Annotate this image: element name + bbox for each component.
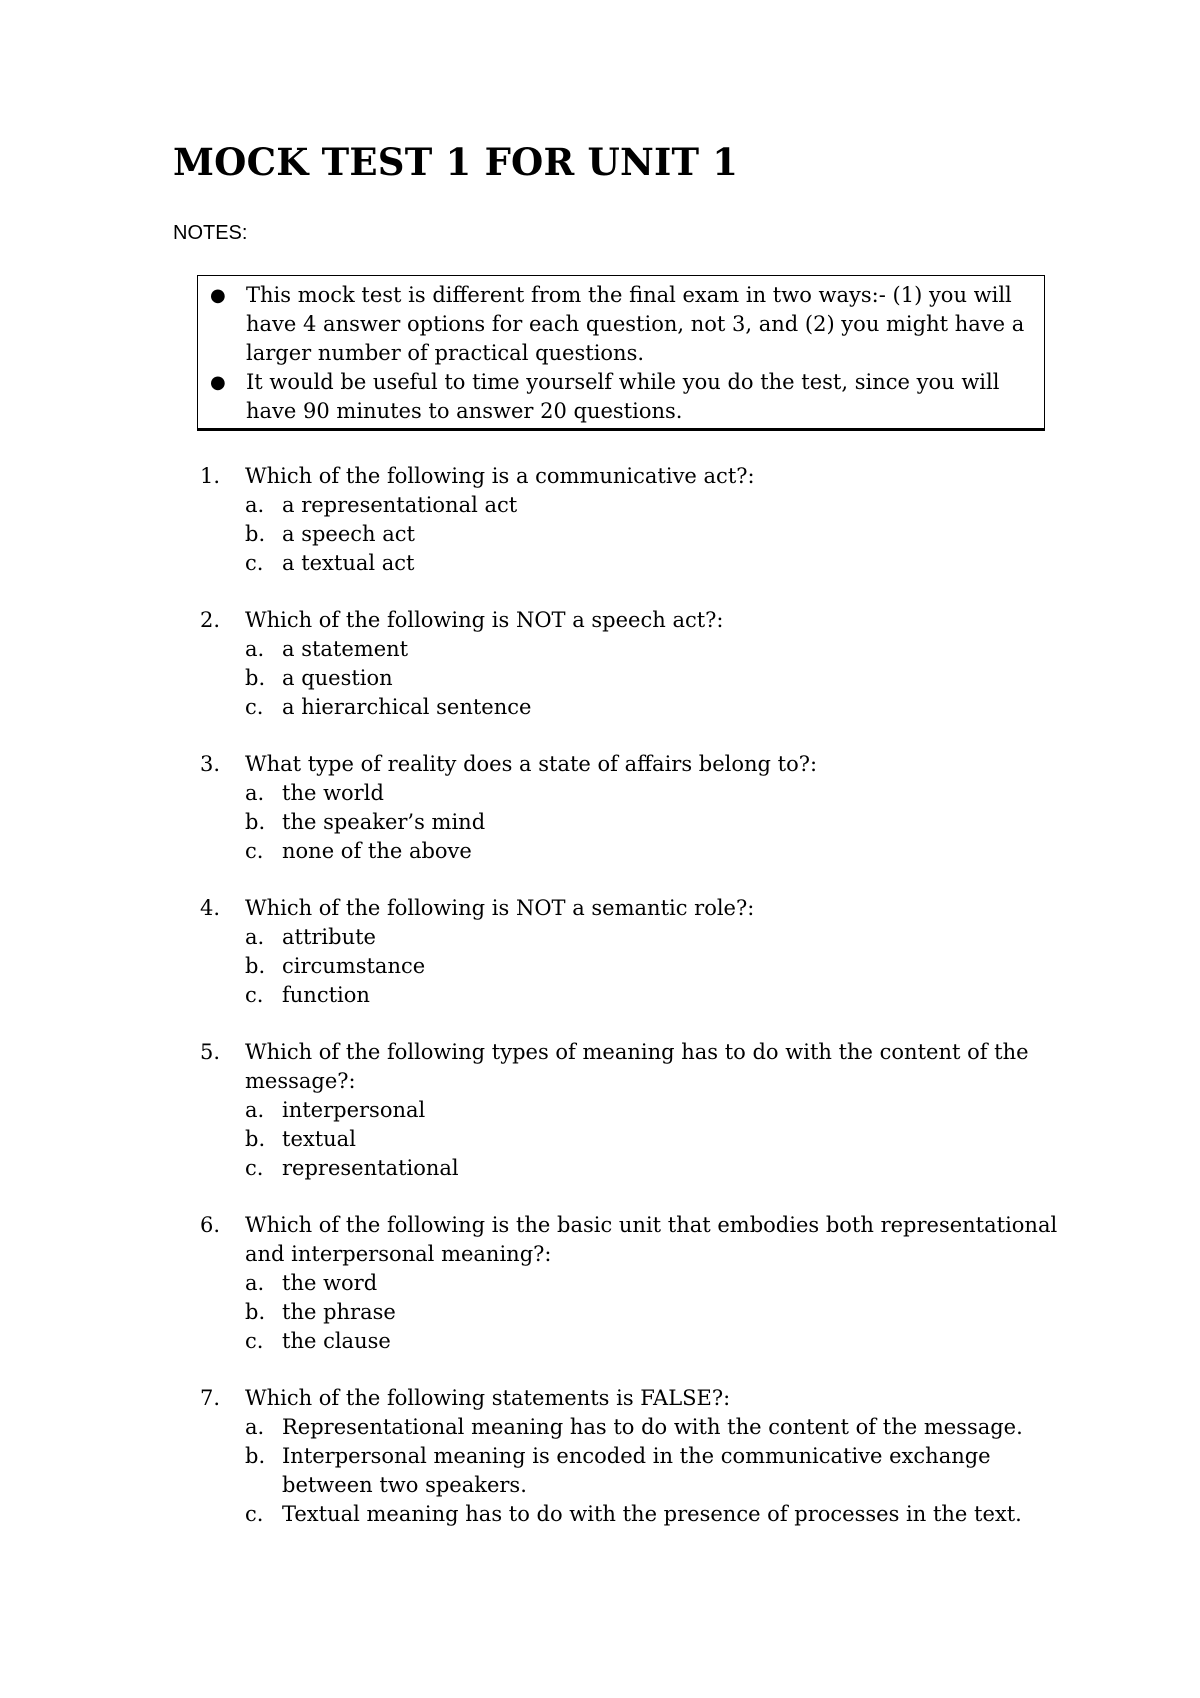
option-text: Representational meaning has to do with the content of the message. xyxy=(282,1415,1023,1439)
question-text: Which of the following is the basic unit that embodies both representational and interpersonal meaning?: xyxy=(245,1213,1058,1266)
answer-option xyxy=(200,549,1060,578)
option-text: a hierarchical sentence xyxy=(282,695,532,719)
option-text: the phrase xyxy=(282,1300,396,1324)
option-text: none of the above xyxy=(282,839,472,863)
option-text: interpersonal xyxy=(282,1098,426,1122)
answer-option xyxy=(200,1413,1060,1442)
question-number: 5. xyxy=(200,1040,221,1064)
question-text: Which of the following is a communicative act?: xyxy=(245,464,755,488)
option-text: function xyxy=(282,983,370,1007)
answer-option xyxy=(200,779,1060,808)
option-letter: a. xyxy=(245,781,265,805)
option-text: a representational act xyxy=(282,493,518,517)
question-item xyxy=(200,750,1060,866)
answer-option xyxy=(200,635,1060,664)
option-text: circumstance xyxy=(282,954,426,978)
answer-option xyxy=(200,1327,1060,1356)
option-letter: c. xyxy=(245,839,264,863)
option-letter: c. xyxy=(245,1156,264,1180)
question-item xyxy=(200,1211,1060,1356)
answer-option xyxy=(200,1154,1060,1183)
option-letter: a. xyxy=(245,1271,265,1295)
answer-option xyxy=(200,1096,1060,1125)
question-item xyxy=(200,1038,1060,1183)
option-text: the clause xyxy=(282,1329,391,1353)
option-letter: a. xyxy=(245,925,265,949)
option-letter: c. xyxy=(245,551,264,575)
option-text: the word xyxy=(282,1271,378,1295)
note-item xyxy=(198,281,1044,368)
notes-list xyxy=(198,276,1044,426)
answer-option xyxy=(200,808,1060,837)
option-letter: a. xyxy=(245,1415,265,1439)
question-number: 6. xyxy=(200,1213,221,1237)
option-text: attribute xyxy=(282,925,376,949)
answer-option xyxy=(200,1500,1060,1529)
question-item xyxy=(200,606,1060,722)
page-title: MOCK TEST 1 FOR UNIT 1 xyxy=(173,140,739,184)
question-item xyxy=(200,462,1060,578)
question-number: 2. xyxy=(200,608,221,632)
option-text: Textual meaning has to do with the presence of processes in the text. xyxy=(282,1502,1022,1526)
option-letter: a. xyxy=(245,493,265,517)
note-text: It would be useful to time yourself while you do the test, since you will have 90 minutes to answer 20 questions. xyxy=(246,370,1000,423)
option-letter: b. xyxy=(245,666,266,690)
answer-option xyxy=(200,1298,1060,1327)
option-letter: c. xyxy=(245,983,264,1007)
question-text: Which of the following is NOT a semantic role?: xyxy=(245,896,755,920)
option-text: a speech act xyxy=(282,522,415,546)
option-text: Interpersonal meaning is encoded in the communicative exchange between two speakers. xyxy=(282,1444,991,1497)
answer-option xyxy=(200,1442,1060,1500)
question-text: Which of the following types of meaning has to do with the content of the message?: xyxy=(245,1040,1029,1093)
question-item xyxy=(200,894,1060,1010)
option-text: a textual act xyxy=(282,551,415,575)
option-text: the world xyxy=(282,781,384,805)
answer-option xyxy=(200,952,1060,981)
option-text: a question xyxy=(282,666,393,690)
question-number: 7. xyxy=(200,1386,221,1410)
option-letter: c. xyxy=(245,695,264,719)
option-letter: b. xyxy=(245,810,266,834)
option-text: the speaker’s mind xyxy=(282,810,486,834)
answer-option xyxy=(200,837,1060,866)
question-text: Which of the following statements is FALSE?: xyxy=(245,1386,731,1410)
answer-option xyxy=(200,981,1060,1010)
answer-option xyxy=(200,491,1060,520)
option-text: textual xyxy=(282,1127,356,1151)
option-text: a statement xyxy=(282,637,409,661)
option-letter: a. xyxy=(245,1098,265,1122)
question-text: Which of the following is NOT a speech act?: xyxy=(245,608,724,632)
option-letter: b. xyxy=(245,1127,266,1151)
question-item xyxy=(200,1384,1060,1529)
answer-option xyxy=(200,923,1060,952)
option-letter: b. xyxy=(245,1444,266,1468)
option-letter: a. xyxy=(245,637,265,661)
option-letter: b. xyxy=(245,954,266,978)
option-letter: c. xyxy=(245,1502,264,1526)
note-text: This mock test is different from the final exam in two ways:- (1) you will have 4 answer options for each question, not 3, and (2) you might have a larger number of practical questions. xyxy=(246,283,1025,365)
option-letter: c. xyxy=(245,1329,264,1353)
answer-option xyxy=(200,1125,1060,1154)
option-letter: b. xyxy=(245,1300,266,1324)
answer-option xyxy=(200,693,1060,722)
question-text: What type of reality does a state of affairs belong to?: xyxy=(245,752,818,776)
answer-option xyxy=(200,520,1060,549)
answer-option xyxy=(200,1269,1060,1298)
option-letter: b. xyxy=(245,522,266,546)
option-text: representational xyxy=(282,1156,459,1180)
question-number: 1. xyxy=(200,464,221,488)
bullet-icon: ● xyxy=(210,372,226,393)
question-list xyxy=(200,462,1060,1557)
answer-option xyxy=(200,664,1060,693)
bullet-icon: ● xyxy=(210,285,226,306)
note-item xyxy=(198,368,1044,426)
notes-box xyxy=(197,275,1045,431)
notes-label: NOTES: xyxy=(173,222,248,244)
question-number: 4. xyxy=(200,896,221,920)
question-number: 3. xyxy=(200,752,221,776)
